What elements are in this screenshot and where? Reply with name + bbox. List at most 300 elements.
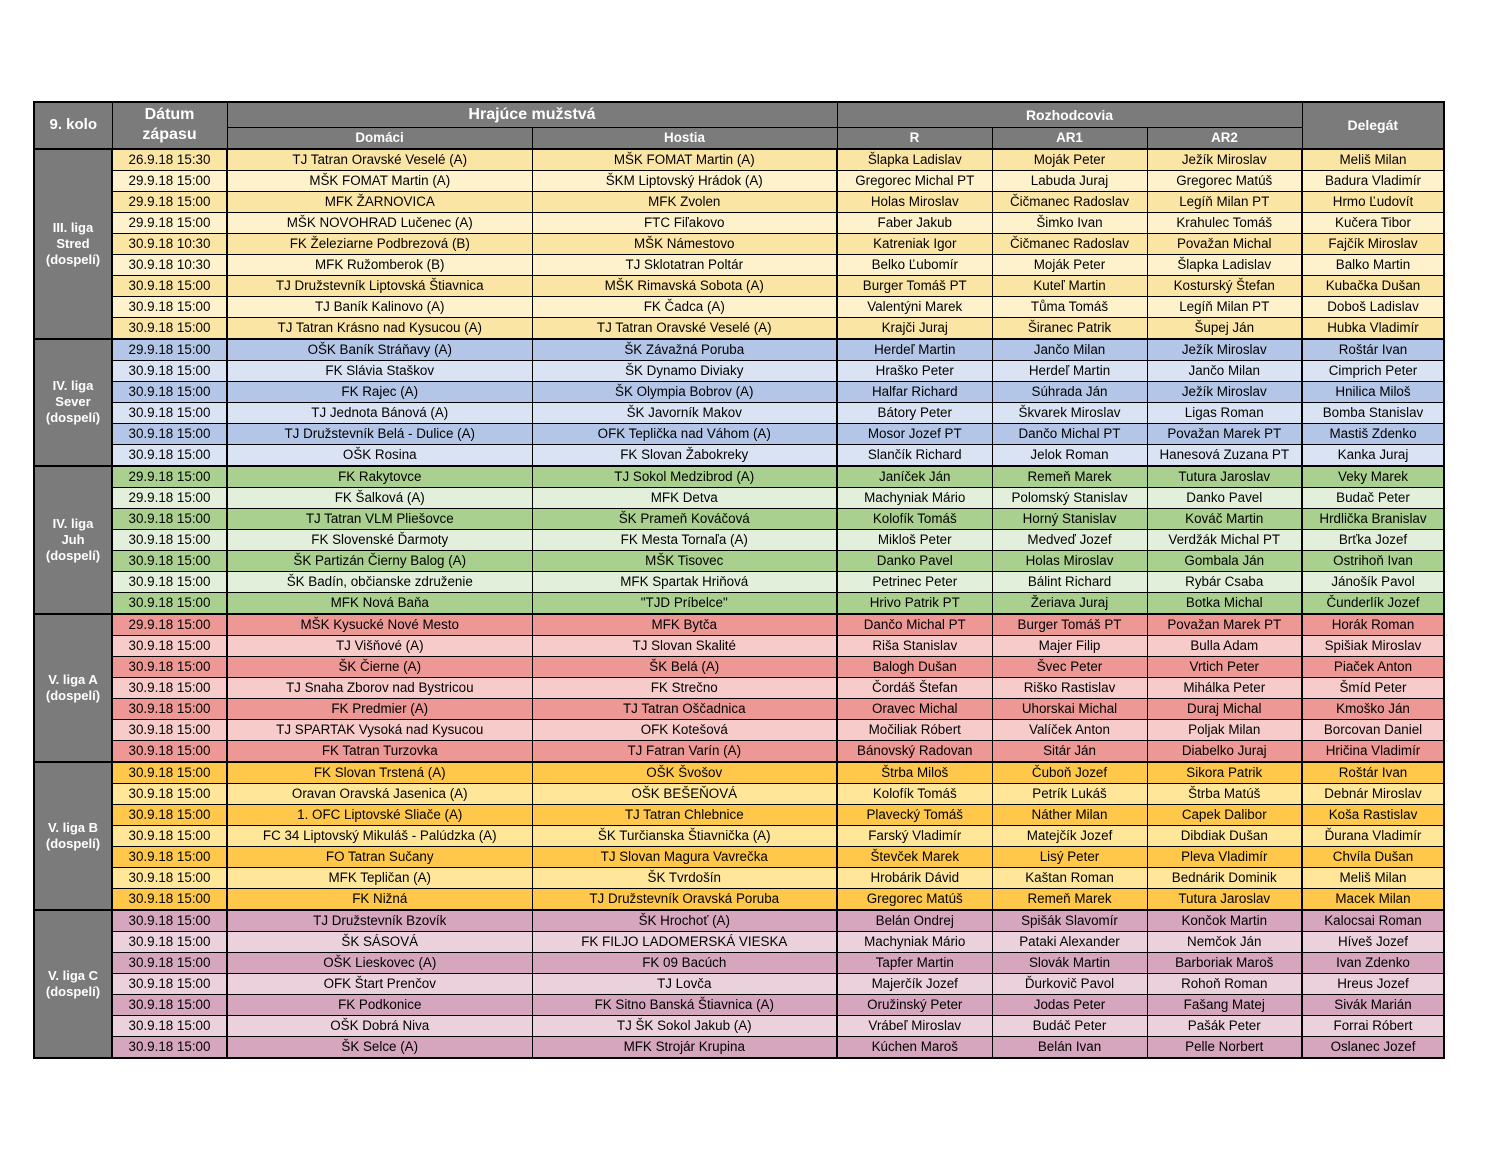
table-row [34,592,1444,614]
table-row [34,910,1444,932]
match-date: 30.9.18 15:00 [112,931,227,952]
assistant-referee-2: Poljak Milan [1147,719,1302,740]
table-row [34,550,1444,571]
assistant-referee-1: Medveď Jozef [992,529,1147,550]
table-row [34,170,1444,191]
league-label-line: (dospelí) [45,983,101,999]
table-row [34,275,1444,296]
table-row [34,571,1444,592]
match-date: 26.9.18 15:30 [112,149,227,171]
away-team: MŠK FOMAT Martin (A) [532,149,837,171]
delegate: Horák Roman [1302,614,1444,636]
referee: Močiliak Róbert [837,719,992,740]
table-row [34,149,1444,171]
match-date: 30.9.18 15:00 [112,1036,227,1058]
delegate: Debnár Miroslav [1302,783,1444,804]
delegate: Brťka Jozef [1302,529,1444,550]
assistant-referee-2: Vrtich Peter [1147,656,1302,677]
match-date: 29.9.18 15:00 [112,339,227,361]
ar1-header: AR1 [992,127,1147,149]
home-header: Domáci [227,127,532,149]
home-team: MŠK Kysucké Nové Mesto [227,614,532,636]
away-team: FTC Fiľakovo [532,212,837,233]
referee: Kolofík Tomáš [837,508,992,529]
match-date: 30.9.18 15:00 [112,867,227,888]
assistant-referee-1: Žeriava Juraj [992,592,1147,614]
match-date: 30.9.18 15:00 [112,656,227,677]
league-label-line: (dospelí) [45,251,101,267]
assistant-referee-1: Remeň Marek [992,888,1147,910]
assistant-referee-1: Labuda Juraj [992,170,1147,191]
referee: Vrábeľ Miroslav [837,1015,992,1036]
delegate: Šmíd Peter [1302,677,1444,698]
home-team: FK Slovenské Ďarmoty [227,529,532,550]
table-row [34,1015,1444,1036]
referee: Šlapka Ladislav [837,149,992,171]
assistant-referee-2: Mihálka Peter [1147,677,1302,698]
assistant-referee-2: Ježík Miroslav [1147,339,1302,361]
assistant-referee-2: Botka Michal [1147,592,1302,614]
assistant-referee-2: Pelle Norbert [1147,1036,1302,1058]
away-team: MŠK Rimavská Sobota (A) [532,275,837,296]
delegate: Cimprich Peter [1302,360,1444,381]
assistant-referee-1: Herdeľ Martin [992,360,1147,381]
delegate: Piaček Anton [1302,656,1444,677]
referee: Halfar Richard [837,381,992,402]
referee: Faber Jakub [837,212,992,233]
table-row [34,402,1444,423]
round-header: 9. kolo [34,102,112,149]
away-team: ŠK Olympia Bobrov (A) [532,381,837,402]
assistant-referee-1: Moják Peter [992,149,1147,171]
match-date: 30.9.18 15:00 [112,402,227,423]
delegate: Ďurana Vladimír [1302,825,1444,846]
away-team: ŠK Belá (A) [532,656,837,677]
table-body [34,149,1444,1058]
assistant-referee-2: Gregorec Matúš [1147,170,1302,191]
league-label [34,762,112,910]
ar2-header: AR2 [1147,127,1302,149]
away-team: MFK Spartak Hriňová [532,571,837,592]
league-label-line: IV. liga [52,378,94,393]
table-row [34,952,1444,973]
delegate: Mastiš Zdenko [1302,423,1444,444]
assistant-referee-1: Remeň Marek [992,466,1147,488]
referee: Števček Marek [837,846,992,867]
league-label-line: Stred [56,235,90,251]
assistant-referee-2: Šupej Ján [1147,317,1302,339]
referee: Tapfer Martin [837,952,992,973]
assistant-referee-1: Jodas Peter [992,994,1147,1015]
league-label [34,149,112,339]
referee: Farský Vladimír [837,825,992,846]
referee: Oravec Michal [837,698,992,719]
away-team: FK 09 Bacúch [532,952,837,973]
table-row [34,317,1444,339]
home-team: MFK Tepličan (A) [227,867,532,888]
delegate: Macek Milan [1302,888,1444,910]
match-date: 30.9.18 15:00 [112,698,227,719]
referee: Burger Tomáš PT [837,275,992,296]
table-row [34,381,1444,402]
table-row [34,423,1444,444]
away-team: TJ Slovan Magura Vavrečka [532,846,837,867]
match-date: 29.9.18 15:00 [112,614,227,636]
referee: Hraško Peter [837,360,992,381]
referee: Gregorec Michal PT [837,170,992,191]
referee: Oružinský Peter [837,994,992,1015]
home-team: FC 34 Liptovský Mikuláš - Palúdzka (A) [227,825,532,846]
assistant-referee-2: Kováč Martin [1147,508,1302,529]
home-team: TJ Družstevník Belá - Dulice (A) [227,423,532,444]
assistant-referee-1: Šimko Ivan [992,212,1147,233]
table-row [34,994,1444,1015]
assistant-referee-1: Belán Ivan [992,1036,1147,1058]
home-team: ŠK Selce (A) [227,1036,532,1058]
delegate: Veky Marek [1302,466,1444,488]
assistant-referee-2: Fašang Matej [1147,994,1302,1015]
away-team: FK Mesta Tornaľa (A) [532,529,837,550]
league-label-line: Juh [61,531,85,547]
home-team: OŠK Baník Stráňavy (A) [227,339,532,361]
assistant-referee-1: Moják Peter [992,254,1147,275]
delegate: Meliš Milan [1302,149,1444,171]
referee: Slančík Richard [837,444,992,466]
away-team: TJ Družstevník Oravská Poruba [532,888,837,910]
away-team: MŠK Tisovec [532,550,837,571]
assistant-referee-1: Jelok Roman [992,444,1147,466]
referee: Plavecký Tomáš [837,804,992,825]
table-row [34,466,1444,488]
assistant-referee-2: Hanesová Zuzana PT [1147,444,1302,466]
away-team: ŠK Turčianska Štiavnička (A) [532,825,837,846]
match-date: 30.9.18 15:00 [112,804,227,825]
table-row [34,677,1444,698]
delegate-header: Delegát [1302,102,1444,149]
match-date: 30.9.18 15:00 [112,1015,227,1036]
delegate: Spišiak Miroslav [1302,635,1444,656]
referee: Belán Ondrej [837,910,992,932]
delegate: Oslanec Jozef [1302,1036,1444,1058]
match-date: 30.9.18 15:00 [112,296,227,317]
assistant-referee-1: Dančo Michal PT [992,423,1147,444]
assistant-referee-1: Kaštan Roman [992,867,1147,888]
date-header-line2: zápasu [142,126,197,144]
assistant-referee-2: Pleva Vladimír [1147,846,1302,867]
delegate: Meliš Milan [1302,867,1444,888]
home-team: OŠK Dobrá Niva [227,1015,532,1036]
away-team: TJ Sklotatran Poltár [532,254,837,275]
assistant-referee-2: Nemčok Ján [1147,931,1302,952]
away-team: ŠK Prameň Kováčová [532,508,837,529]
assistant-referee-2: Danko Pavel [1147,487,1302,508]
assistant-referee-2: Verdžák Michal PT [1147,529,1302,550]
referee: Mikloš Peter [837,529,992,550]
delegate: Kanka Juraj [1302,444,1444,466]
assistant-referee-2: Ježík Miroslav [1147,149,1302,171]
home-team: TJ SPARTAK Vysoká nad Kysucou [227,719,532,740]
league-label [34,466,112,614]
assistant-referee-1: Súhrada Ján [992,381,1147,402]
assistant-referee-1: Náther Milan [992,804,1147,825]
home-team: FK Šalková (A) [227,487,532,508]
table-row [34,698,1444,719]
away-team: ŠK Javorník Makov [532,402,837,423]
home-team: TJ Tatran VLM Pliešovce [227,508,532,529]
assistant-referee-1: Škvarek Miroslav [992,402,1147,423]
match-date: 30.9.18 15:00 [112,275,227,296]
delegate: Hričina Vladimír [1302,740,1444,762]
match-date: 30.9.18 15:00 [112,635,227,656]
table-row [34,656,1444,677]
away-team: OŠK Švošov [532,762,837,784]
assistant-referee-1: Ďurkovič Pavol [992,973,1147,994]
date-header-line1: Dátum [144,106,195,124]
assistant-referee-1: Uhorskai Michal [992,698,1147,719]
table-row [34,529,1444,550]
table-row [34,635,1444,656]
away-team: TJ Tatran Chlebnice [532,804,837,825]
assistant-referee-1: Polomský Stanislav [992,487,1147,508]
away-team: ŠKM Liptovský Hrádok (A) [532,170,837,191]
match-date: 30.9.18 15:00 [112,910,227,932]
home-team: ŠK Čierne (A) [227,656,532,677]
away-team: MFK Bytča [532,614,837,636]
assistant-referee-1: Matejčík Jozef [992,825,1147,846]
league-label-line: V. liga B [47,819,99,835]
assistant-referee-2: Považan Michal [1147,233,1302,254]
referee: Bánovský Radovan [837,740,992,762]
away-team: TJ Tatran Oravské Veselé (A) [532,317,837,339]
assistant-referee-2: Duraj Michal [1147,698,1302,719]
referee: Krajči Juraj [837,317,992,339]
referee: Machyniak Mário [837,487,992,508]
delegate: Budač Peter [1302,487,1444,508]
referee: Machyniak Mário [837,931,992,952]
assistant-referee-2: Bulla Adam [1147,635,1302,656]
away-team: FK FILJO LADOMERSKÁ VIESKA [532,931,837,952]
assistant-referee-1: Majer Filip [992,635,1147,656]
delegate: Koša Rastislav [1302,804,1444,825]
away-team: TJ ŠK Sokol Jakub (A) [532,1015,837,1036]
delegate: Forrai Róbert [1302,1015,1444,1036]
referee: Hrivo Patrik PT [837,592,992,614]
teams-header: Hrajúce mužstvá [227,102,837,127]
home-team: TJ Družstevník Bzovík [227,910,532,932]
away-team: TJ Slovan Skalité [532,635,837,656]
away-team: OFK Teplička nad Váhom (A) [532,423,837,444]
referee: Belko Ľubomír [837,254,992,275]
match-date: 30.9.18 15:00 [112,360,227,381]
referee: Hrobárik Dávid [837,867,992,888]
table-row [34,825,1444,846]
assistant-referee-2: Končok Martin [1147,910,1302,932]
home-team: OŠK Rosina [227,444,532,466]
table-row [34,804,1444,825]
assistant-referee-2: Jančo Milan [1147,360,1302,381]
delegate: Chvíla Dušan [1302,846,1444,867]
referee: Riša Stanislav [837,635,992,656]
table-row [34,233,1444,254]
delegate: Bomba Stanislav [1302,402,1444,423]
assistant-referee-1: Holas Miroslav [992,550,1147,571]
assistant-referee-2: Legíň Milan PT [1147,296,1302,317]
match-date: 30.9.18 15:00 [112,973,227,994]
home-team: TJ Višňové (A) [227,635,532,656]
home-team: 1. OFC Liptovské Sliače (A) [227,804,532,825]
referee: Dančo Michal PT [837,614,992,636]
assistant-referee-1: Čičmanec Radoslav [992,191,1147,212]
assistant-referee-2: Považan Marek PT [1147,614,1302,636]
assistant-referee-2: Barboriak Maroš [1147,952,1302,973]
match-date: 30.9.18 15:00 [112,423,227,444]
home-team: FK Podkonice [227,994,532,1015]
delegate: Balko Martin [1302,254,1444,275]
assistant-referee-2: Ježík Miroslav [1147,381,1302,402]
assistant-referee-1: Sitár Ján [992,740,1147,762]
table-row [34,1036,1444,1058]
referee: Čordáš Štefan [837,677,992,698]
match-date: 29.9.18 15:00 [112,466,227,488]
match-date: 30.9.18 10:30 [112,233,227,254]
delegate: Roštár Ivan [1302,339,1444,361]
away-team: OFK Kotešová [532,719,837,740]
match-date: 30.9.18 15:00 [112,381,227,402]
assistant-referee-1: Tůma Tomáš [992,296,1147,317]
assistant-referee-1: Valíček Anton [992,719,1147,740]
referees-header: Rozhodcovia [837,102,1302,127]
away-header: Hostia [532,127,837,149]
league-label [34,910,112,1058]
delegate: Ivan Zdenko [1302,952,1444,973]
home-team: TJ Tatran Oravské Veselé (A) [227,149,532,171]
away-team: ŠK Závažná Poruba [532,339,837,361]
league-label-line: (dospelí) [45,410,101,425]
match-date: 30.9.18 15:00 [112,550,227,571]
home-team: OŠK Lieskovec (A) [227,952,532,973]
assistant-referee-1: Petrík Lukáš [992,783,1147,804]
table-row [34,614,1444,636]
assistant-referee-2: Gombala Ján [1147,550,1302,571]
assistant-referee-2: Tutura Jaroslav [1147,888,1302,910]
assistant-referee-2: Tutura Jaroslav [1147,466,1302,488]
match-date: 30.9.18 10:30 [112,254,227,275]
referee: Mosor Jozef PT [837,423,992,444]
delegate: Fajčík Miroslav [1302,233,1444,254]
match-date: 30.9.18 15:00 [112,508,227,529]
home-team: MFK ŽARNOVICA [227,191,532,212]
table-row [34,740,1444,762]
referee-header: R [837,127,992,149]
delegate: Hrdlička Branislav [1302,508,1444,529]
home-team: MŠK NOVOHRAD Lučenec (A) [227,212,532,233]
match-date: 30.9.18 15:00 [112,825,227,846]
delegate: Ostrihoň Ivan [1302,550,1444,571]
referee: Herdeľ Martin [837,339,992,361]
assistant-referee-2: Bednárik Dominik [1147,867,1302,888]
home-team: FK Rakytovce [227,466,532,488]
home-team: MŠK FOMAT Martin (A) [227,170,532,191]
assistant-referee-1: Slovák Martin [992,952,1147,973]
match-date: 30.9.18 15:00 [112,592,227,614]
away-team: OŠK BEŠEŇOVÁ [532,783,837,804]
delegate: Borcovan Daniel [1302,719,1444,740]
assistant-referee-1: Pataki Alexander [992,931,1147,952]
table-row [34,867,1444,888]
home-team: TJ Jednota Bánová (A) [227,402,532,423]
match-date: 30.9.18 15:00 [112,677,227,698]
away-team: "TJD Príbelce" [532,592,837,614]
delegate: Sivák Marián [1302,994,1444,1015]
referee: Majerčík Jozef [837,973,992,994]
referee: Kolofík Tomáš [837,783,992,804]
match-date: 30.9.18 15:00 [112,952,227,973]
away-team: FK Strečno [532,677,837,698]
league-label-line: V. liga A [48,671,98,687]
home-team: FK Tatran Turzovka [227,740,532,762]
away-team: FK Slovan Žabokreky [532,444,837,466]
assistant-referee-1: Burger Tomáš PT [992,614,1147,636]
home-team: FK Slovan Trstená (A) [227,762,532,784]
table-row [34,296,1444,317]
delegate: Kmoško Ján [1302,698,1444,719]
match-date: 29.9.18 15:00 [112,170,227,191]
table-row [34,212,1444,233]
assistant-referee-1: Kuteľ Martin [992,275,1147,296]
schedule-table [33,101,1445,1059]
assistant-referee-1: Horný Stanislav [992,508,1147,529]
delegate: Hrmo Ľudovít [1302,191,1444,212]
match-date: 30.9.18 15:00 [112,762,227,784]
league-label-line: (dospelí) [45,687,101,703]
assistant-referee-2: Ligas Roman [1147,402,1302,423]
assistant-referee-1: Čičmanec Radoslav [992,233,1147,254]
referee: Štrba Miloš [837,762,992,784]
away-team: TJ Tatran Oščadnica [532,698,837,719]
home-team: FK Slávia Staškov [227,360,532,381]
assistant-referee-1: Spišák Slavomír [992,910,1147,932]
away-team: MFK Detva [532,487,837,508]
table-row [34,719,1444,740]
home-team: ŠK SÁSOVÁ [227,931,532,952]
away-team: ŠK Dynamo Diviaky [532,360,837,381]
match-date: 30.9.18 15:00 [112,783,227,804]
assistant-referee-2: Pašák Peter [1147,1015,1302,1036]
match-date: 29.9.18 15:00 [112,212,227,233]
referee: Balogh Dušan [837,656,992,677]
assistant-referee-2: Diabelko Juraj [1147,740,1302,762]
delegate: Roštár Ivan [1302,762,1444,784]
assistant-referee-2: Sikora Patrik [1147,762,1302,784]
delegate: Hubka Vladimír [1302,317,1444,339]
home-team: FK Nižná [227,888,532,910]
referee: Petrinec Peter [837,571,992,592]
league-label-line: (dospelí) [45,835,101,851]
league-label [34,614,112,762]
home-team: TJ Družstevník Liptovská Štiavnica [227,275,532,296]
assistant-referee-2: Štrba Matúš [1147,783,1302,804]
league-label-line: Sever [55,394,91,409]
referee: Valentýni Marek [837,296,992,317]
assistant-referee-2: Dibdiak Dušan [1147,825,1302,846]
assistant-referee-1: Bálint Richard [992,571,1147,592]
away-team: MFK Zvolen [532,191,837,212]
table-header [34,102,1444,149]
referee: Danko Pavel [837,550,992,571]
table-row [34,444,1444,466]
referee: Bátory Peter [837,402,992,423]
assistant-referee-1: Jančo Milan [992,339,1147,361]
